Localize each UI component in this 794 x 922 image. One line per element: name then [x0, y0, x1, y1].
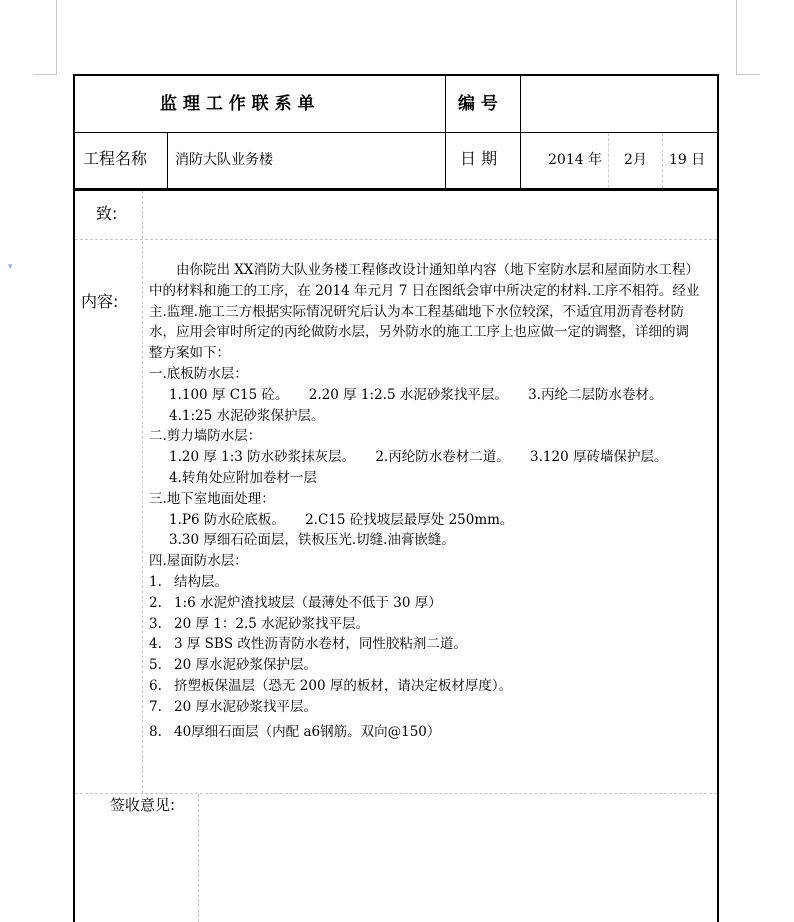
list-text: 挤塑板保温层（恐无 200 厚的板材，请决定板材厚度）。	[174, 677, 513, 694]
list-item	[149, 655, 715, 676]
content-label: 内容:	[81, 292, 119, 311]
list-item	[149, 572, 715, 593]
list-text: 20 厚 1：2.5 水泥砂浆找平层。	[174, 615, 370, 632]
list-item	[149, 676, 715, 697]
paragraph-line: 主.监理.施工三方根据实际情况研究后认为本工程基础地下水位较深，不适宜用沥青卷材防	[149, 303, 685, 320]
number-field[interactable]	[522, 77, 716, 131]
project-name-label: 工程名称	[83, 149, 148, 168]
list-text: 20 厚水泥砂浆保护层。	[174, 657, 317, 674]
list-item	[149, 697, 715, 718]
date-label: 日 期	[460, 149, 498, 168]
list-number: 1.	[149, 573, 162, 590]
list-number: 5.	[149, 657, 162, 674]
section-line: 4.1:25 水泥砂浆保护层。	[169, 407, 325, 424]
form-title: 监 理 工 作 联 系 单	[160, 94, 315, 114]
sign-field[interactable]	[200, 795, 715, 922]
section-title: 一.底板防水层：	[149, 365, 248, 382]
list-item	[149, 634, 715, 655]
date-year[interactable]: 2014 年	[548, 152, 603, 168]
list-text: 20 厚水泥砂浆找平层。	[174, 698, 317, 715]
project-name-value[interactable]: 消防大队业务楼	[175, 152, 273, 168]
date-month[interactable]: 2月	[624, 152, 647, 168]
list-number: 4.	[149, 636, 162, 653]
list-item	[149, 614, 715, 635]
section-title: 二.剪力墙防水层：	[149, 428, 262, 445]
section-line: 1.20 厚 1:3 防水砂浆抹灰层。 2.丙纶防水卷材二道。 3.120 厚砖墙保护层。	[169, 449, 668, 466]
section-line: 4.转角处应附加卷材一层	[169, 469, 317, 486]
section-title: 三.地下室地面处理：	[149, 490, 275, 507]
list-text: 40厚细石面层（内配 a6钢筋。双向@150）	[174, 723, 441, 740]
crop-mark	[33, 0, 57, 75]
crop-mark	[736, 0, 760, 75]
section-line: 1.100 厚 C15 砼。 2.20 厚 1:2.5 水泥砂浆找平层。 3.丙纶二层防水卷材。	[169, 386, 663, 403]
list-number: 3.	[149, 615, 162, 632]
section-line: 3.30 厚细石砼面层，铁板压光.切缝.油膏嵌缝。	[169, 532, 455, 549]
number-label: 编 号	[458, 94, 498, 114]
collapse-arrow-icon[interactable]: ▾	[8, 262, 13, 272]
to-label: 致:	[96, 204, 118, 223]
date-day[interactable]: 19 日	[669, 152, 706, 168]
section-line: 1.P6 防水砼底板。 2.C15 砼找坡层最厚处 250mm。	[169, 511, 514, 528]
section-title: 四.屋面防水层：	[149, 553, 248, 570]
list-number: 8.	[149, 723, 162, 740]
list-number: 7.	[149, 698, 162, 715]
sign-label: 签收意见:	[110, 796, 176, 814]
roof-list	[149, 572, 715, 742]
list-text: 结构层。	[174, 573, 228, 590]
list-item	[149, 722, 715, 743]
list-text: 3 厚 SBS 改性沥青防水卷材，同性胶粘剂二道。	[174, 636, 467, 653]
list-text: 1:6 水泥炉渣找坡层（最薄处不低于 30 厚）	[174, 594, 442, 611]
list-number: 2.	[149, 594, 162, 611]
list-item	[149, 593, 715, 614]
list-number: 6.	[149, 677, 162, 694]
paragraph-line: 整方案如下：	[149, 345, 230, 362]
content-body[interactable]	[149, 260, 715, 742]
to-field[interactable]	[145, 192, 715, 238]
paragraph-line: 中的材料和施工的工序，在 2014 年元月 7 日在图纸会审中所决定的材料.工序不相符。经业	[149, 282, 700, 299]
paragraph-line: 水，应用会审时所定的丙纶做防水层，另外防水的施工工序上也应做一定的调整，详细的调	[149, 324, 689, 341]
paragraph-line: 由你院出 XX消防大队业务楼工程修改设计通知单内容（地下室防水层和屋面防水工程）	[176, 262, 700, 278]
